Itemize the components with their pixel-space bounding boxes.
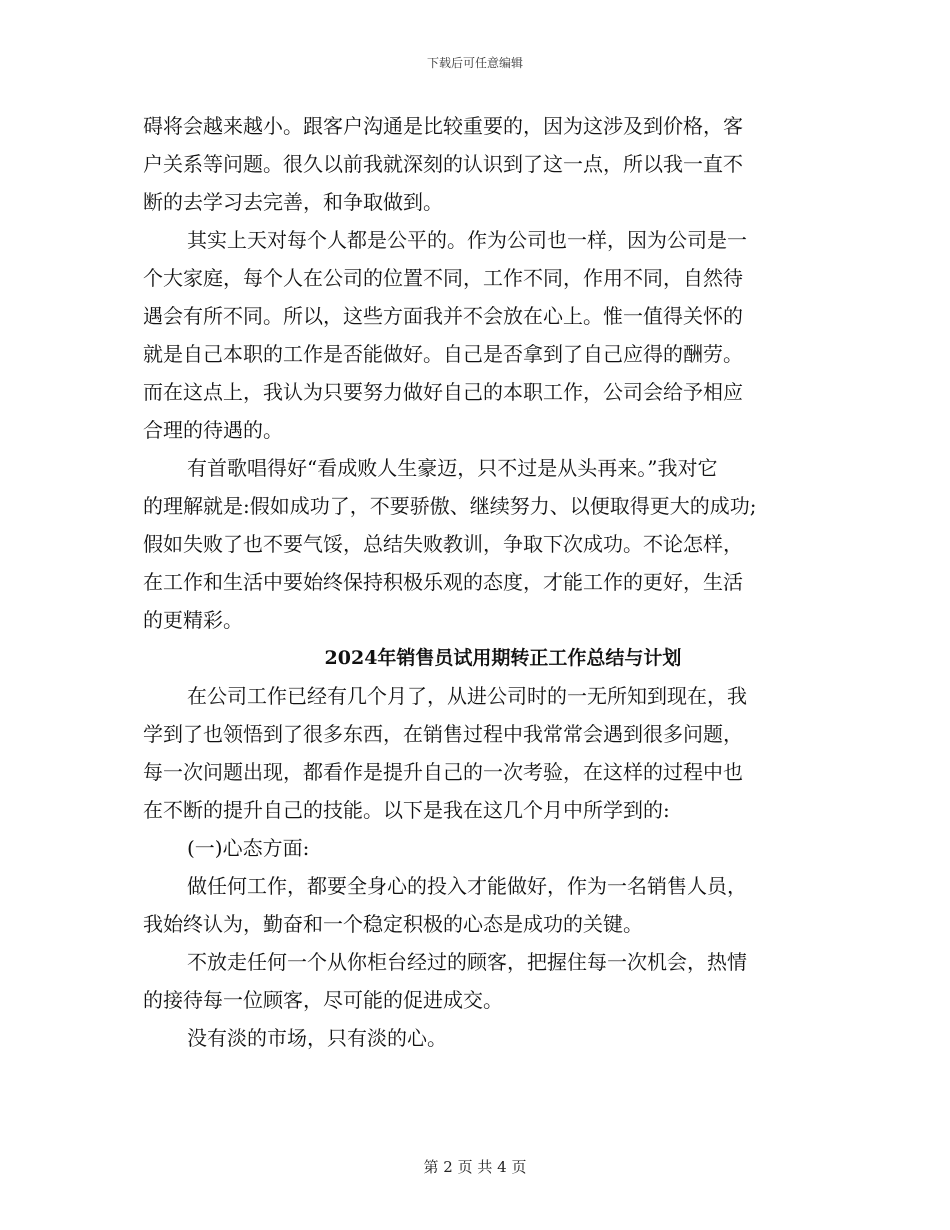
text-line: 在不断的提升自己的技能。以下是我在这几个月中所学到的: <box>143 798 670 822</box>
text-line: 的更精彩。 <box>143 608 243 632</box>
text-line: 个大家庭，每个人在公司的位置不同，工作不同，作用不同，自然待 <box>143 266 743 290</box>
text-line: 合理的待遇的。 <box>143 418 283 442</box>
text-line: 其实上天对每个人都是公平的。作为公司也一样，因为公司是一 <box>187 228 747 252</box>
text-line: 没有淡的市场，只有淡的心。 <box>187 1026 447 1050</box>
text-line: 而在这点上，我认为只要努力做好自己的本职工作，公司会给予相应 <box>143 380 743 404</box>
document-body <box>143 107 815 1057</box>
text-line: 遇会有所不同。所以，这些方面我并不会放在心上。惟一值得关怀的 <box>143 304 743 328</box>
page-header: 下载后可任意编辑 <box>426 56 523 70</box>
text-line: 做任何工作，都要全身心的投入才能做好，作为一名销售人员， <box>187 874 747 898</box>
page-footer: 第 2 页 共 4 页 <box>423 1158 527 1176</box>
section-title: 2024年销售员试用期转正工作总结与计划 <box>324 647 682 669</box>
text-line: 的理解就是:假如成功了，不要骄傲、继续努力、以便取得更大的成功; <box>143 494 757 518</box>
subsection-heading: (一)心态方面: <box>187 836 310 860</box>
text-line: 在公司工作已经有几个月了，从进公司时的一无所知到现在，我 <box>187 684 747 708</box>
text-line: 假如失败了也不要气馁，总结失败教训，争取下次成功。不论怎样， <box>143 532 743 556</box>
text-line: 每一次问题出现，都看作是提升自己的一次考验，在这样的过程中也 <box>143 760 743 784</box>
text-line: 我始终认为，勤奋和一个稳定积极的心态是成功的关键。 <box>143 912 643 936</box>
text-line: 就是自己本职的工作是否能做好。自己是否拿到了自己应得的酬劳。 <box>143 342 743 366</box>
text-line: 在工作和生活中要始终保持积极乐观的态度，才能工作的更好，生活 <box>143 570 743 594</box>
text-line: 的接待每一位顾客，尽可能的促进成交。 <box>143 988 503 1012</box>
text-line: 碍将会越来越小。跟客户沟通是比较重要的，因为这涉及到价格，客 <box>143 114 743 138</box>
text-line: 学到了也领悟到了很多东西，在销售过程中我常常会遇到很多问题， <box>143 722 743 746</box>
text-line: 断的去学习去完善，和争取做到。 <box>143 190 443 214</box>
text-line: 户关系等问题。很久以前我就深刻的认识到了这一点，所以我一直不 <box>143 152 743 176</box>
text-line: 有首歌唱得好“看成败人生豪迈，只不过是从头再来。”我对它 <box>187 456 718 480</box>
text-line: 不放走任何一个从你柜台经过的顾客，把握住每一次机会，热情 <box>187 950 747 974</box>
